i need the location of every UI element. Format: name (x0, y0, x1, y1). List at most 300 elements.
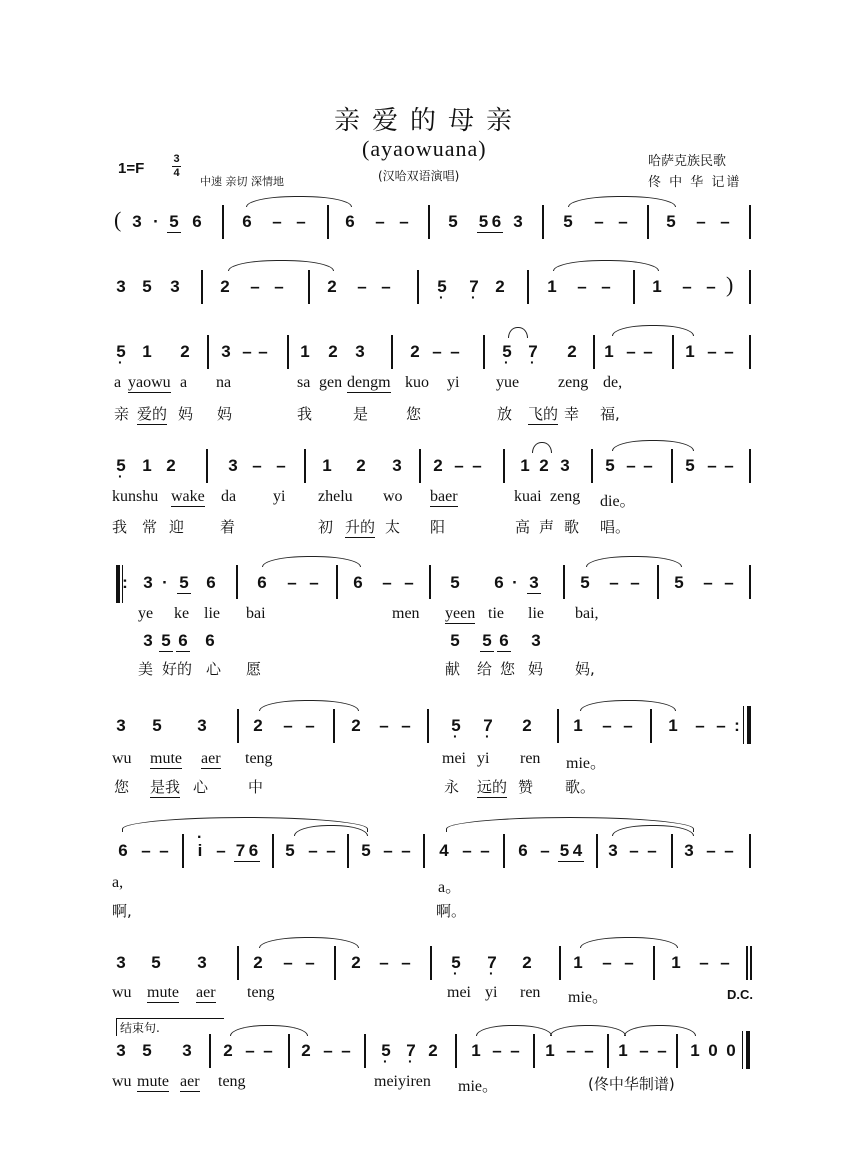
barline (557, 709, 559, 743)
low-note: 7 · (485, 953, 499, 973)
barline (647, 205, 649, 239)
dash: – (276, 456, 286, 475)
note: 5 (559, 841, 570, 860)
note: 5 (450, 573, 460, 592)
barline (749, 335, 751, 369)
barline (671, 834, 673, 868)
lyric-chinese: 歌。 (565, 778, 596, 796)
lyric-pinyin: mute (150, 750, 182, 767)
lyric-pinyin: wo (383, 488, 403, 505)
dash: – (379, 716, 389, 735)
tie (553, 260, 659, 271)
barline (533, 1034, 535, 1068)
barline (182, 834, 184, 868)
lyric-chinese: 妈 (528, 660, 544, 678)
lyric-pinyin: de, (603, 374, 623, 391)
dash: – (258, 342, 268, 361)
dash: – (341, 1041, 351, 1060)
dash: – (707, 456, 717, 475)
note: 2 (180, 342, 190, 361)
lyric-pinyin: wu (112, 1073, 132, 1090)
dash: – (323, 1041, 333, 1060)
dash: – (454, 456, 464, 475)
barline (591, 449, 593, 483)
lyric-pinyin: yi (273, 488, 286, 505)
barline (429, 565, 431, 599)
note: 2 (522, 716, 532, 735)
note: 6 (192, 212, 202, 231)
lyric-pinyin: ye (138, 605, 154, 622)
note: 6 (248, 841, 259, 860)
note: 5 (448, 212, 458, 231)
note: 6 (118, 841, 128, 860)
barline (596, 834, 598, 868)
lyric-pinyin: die。 (600, 493, 636, 510)
note: 2 (522, 953, 532, 972)
lyric-chinese: 着 (220, 518, 236, 536)
note: 6 (491, 212, 502, 231)
dash: – (399, 212, 409, 231)
barline (333, 709, 335, 743)
note: 1 (547, 277, 557, 296)
barline (207, 335, 209, 369)
lyric-pinyin: ke (174, 605, 190, 622)
note: 1 (322, 456, 332, 475)
barline (308, 270, 310, 304)
lyric-chinese: 愿 (246, 660, 262, 678)
lyric-pinyin: tie (488, 605, 504, 622)
note: 2 (166, 456, 176, 475)
note: 5 (563, 212, 573, 231)
note: 2 (328, 342, 338, 361)
alt-note: 6 (205, 631, 215, 650)
lyric-chinese: 唱。 (600, 518, 631, 536)
dash: – (245, 1041, 255, 1060)
note: 1 (520, 456, 530, 475)
lyric-pinyin: aer (180, 1073, 200, 1090)
dash: – (309, 573, 319, 592)
barline (430, 946, 432, 980)
barline (391, 335, 393, 369)
dash: – (630, 573, 640, 592)
low-note: 7 · (467, 277, 481, 297)
dash: – (720, 212, 730, 231)
low-note: 5 · (379, 1041, 393, 1061)
tie (580, 700, 676, 711)
dash: – (716, 716, 726, 735)
low-note: 5 · (449, 716, 463, 736)
dash: – (639, 1041, 649, 1060)
dash: – (720, 953, 730, 972)
lyric-pinyin: na (216, 374, 232, 391)
tie (228, 260, 334, 271)
lyric-pinyin: baer (430, 488, 458, 505)
note: 5 (674, 573, 684, 592)
low-note: 5 · (114, 342, 128, 362)
lyric-pinyin: lie (204, 605, 220, 622)
lyric-pinyin: gen (319, 374, 343, 391)
barline (336, 565, 338, 599)
note: 3 (116, 953, 126, 972)
lyric-pinyin: mei (447, 984, 471, 1001)
barline (347, 834, 349, 868)
lyric-pinyin: teng (247, 984, 275, 1001)
song-subtitle: (ayaowuana) (362, 136, 487, 161)
low-note: 5 · (449, 953, 463, 973)
barline (653, 946, 655, 980)
note: 1 (545, 1041, 555, 1060)
dash: – (724, 573, 734, 592)
note: 2 (428, 1041, 438, 1060)
dash: – (250, 277, 260, 296)
lyric-pinyin: meiyiren (374, 1073, 431, 1090)
note: 5 (361, 841, 371, 860)
note: 2 (539, 456, 549, 475)
note: 1 (142, 456, 152, 475)
lyric-pinyin: men (392, 605, 420, 622)
lyric-chinese: 飞的 (528, 405, 559, 423)
rest: 0 (726, 1041, 736, 1060)
lyric-chinese: 歌 (564, 518, 580, 536)
dash: – (462, 841, 472, 860)
note: 7 (235, 841, 246, 860)
lyric-pinyin: a (180, 374, 188, 391)
lyric-pinyin: yi (477, 750, 490, 767)
lyric-chinese: 妈 (178, 405, 194, 423)
note: 5 (152, 716, 162, 735)
note: 6 (518, 841, 528, 860)
lyric-pinyin: da (221, 488, 237, 505)
alt-note: 3 (143, 631, 153, 650)
low-note: 7 · (404, 1041, 418, 1061)
lyric-chinese: 初 (318, 518, 334, 536)
low-note: 7 · (526, 342, 540, 362)
lyric-pinyin: mute (147, 984, 179, 1001)
lyric-pinyin: ren (520, 984, 541, 1001)
lyric-chinese: 远的 (477, 778, 508, 796)
lyric-chinese: 您 (500, 660, 516, 678)
barline (672, 335, 674, 369)
barline (222, 205, 224, 239)
barline (503, 449, 505, 483)
lyric-pinyin: a (114, 374, 122, 391)
lyric-chinese: 亲 (114, 405, 130, 423)
dash: – (510, 1041, 520, 1060)
dot: · (512, 573, 518, 592)
barline (542, 205, 544, 239)
tie (230, 1025, 308, 1036)
note: 3 (197, 716, 207, 735)
lyric-chinese: 是 (353, 405, 369, 423)
barline (236, 565, 238, 599)
note: 3 (170, 277, 180, 296)
double-barline (750, 946, 752, 980)
barline (364, 1034, 366, 1068)
note: 5 (605, 456, 615, 475)
origin-credit: 哈萨克族民歌 (648, 154, 727, 169)
note: 2 (301, 1041, 311, 1060)
note: 2 (433, 456, 443, 475)
dash: – (401, 953, 411, 972)
dash: – (141, 841, 151, 860)
dash: – (724, 841, 734, 860)
lyric-pinyin: yeen (445, 605, 476, 622)
lyric-chinese: 妈, (575, 660, 595, 678)
alt-note: 5 (450, 631, 460, 650)
barline (749, 834, 751, 868)
alt-note: 5 (159, 631, 173, 652)
dash: – (401, 716, 411, 735)
dash: – (624, 953, 634, 972)
note: 1 (652, 277, 662, 296)
note: 5 (142, 277, 152, 296)
dash: – (272, 212, 282, 231)
dash: – (287, 573, 297, 592)
dash: – (252, 456, 262, 475)
lyric-pinyin: wu (112, 750, 132, 767)
lyric-pinyin: a, (112, 874, 124, 891)
note: 2 (351, 953, 361, 972)
barline (607, 1034, 609, 1068)
dash: – (696, 212, 706, 231)
alt-note: 5 (480, 631, 494, 652)
dash: – (296, 212, 306, 231)
tie (259, 700, 359, 711)
barline (650, 709, 652, 743)
note: 1 (573, 716, 583, 735)
lyric-pinyin: kuo (405, 374, 429, 391)
dash: – (381, 277, 391, 296)
dash: – (577, 277, 587, 296)
note: 2 (223, 1041, 233, 1060)
lyric-chinese: 您 (114, 778, 130, 796)
lyric-pinyin: yaowu (128, 374, 171, 391)
barline (593, 335, 595, 369)
dash: – (375, 212, 385, 231)
note: 3 (392, 456, 402, 475)
lyric-chinese: 赞 (518, 778, 534, 796)
lyric-chinese: 美 (138, 660, 154, 678)
alt-note: 3 (531, 631, 541, 650)
dash: – (450, 342, 460, 361)
dash: – (643, 342, 653, 361)
dash: – (382, 573, 392, 592)
dash: – (540, 841, 550, 860)
barline (209, 1034, 211, 1068)
note: 6 (353, 573, 363, 592)
note: 2 (351, 716, 361, 735)
barline (676, 1034, 678, 1068)
lyric-pinyin: zhelu (318, 488, 353, 505)
alt-note: 6 (497, 631, 511, 652)
dash: – (609, 573, 619, 592)
lyric-chinese: 升的 (345, 518, 376, 536)
tie (612, 325, 694, 336)
dash: – (305, 716, 315, 735)
song-title: 亲爱的母亲 (334, 106, 525, 136)
note: 2 (253, 716, 263, 735)
lyric-chinese: 常 (142, 518, 158, 536)
low-note: 5 · (114, 456, 128, 476)
lyric-pinyin: bai (246, 605, 266, 622)
note: 4 (439, 841, 449, 860)
note: 6 (345, 212, 355, 231)
barline (423, 834, 425, 868)
barline (749, 565, 751, 599)
barline (527, 270, 529, 304)
lyric-pinyin: dengm (347, 374, 391, 391)
lyric-pinyin: zeng (558, 374, 589, 391)
lyric-chinese: 心 (193, 778, 209, 796)
dash: – (643, 456, 653, 475)
dash: – (305, 953, 315, 972)
time-signature: 3 4 (173, 153, 180, 179)
note: 5 (666, 212, 676, 231)
barline (201, 270, 203, 304)
note: 1 (668, 716, 678, 735)
lyric-chinese: 啊, (112, 902, 132, 920)
lyric-chinese: 迎 (169, 518, 185, 536)
dash: – (379, 953, 389, 972)
dash: – (626, 342, 636, 361)
note: 3 (221, 342, 231, 361)
note: 3 (513, 212, 523, 231)
lyric-pinyin: mei (442, 750, 466, 767)
dash: – (699, 953, 709, 972)
dash: – (602, 716, 612, 735)
dash: – (326, 841, 336, 860)
lyric-pinyin: sa (297, 374, 311, 391)
transcriber-credit: 佟 中 华 记谱 (648, 175, 742, 190)
dash: – (308, 841, 318, 860)
note: 2 (327, 277, 337, 296)
tie (580, 937, 678, 948)
lyric-chinese: 中 (248, 778, 264, 796)
note: 3 (197, 953, 207, 972)
note: 2 (220, 277, 230, 296)
dash: – (594, 212, 604, 231)
dot: · (162, 573, 168, 592)
note: 5 (142, 1041, 152, 1060)
lyric-pinyin: lie (528, 605, 544, 622)
lyric-chinese: 爱的 (137, 405, 168, 423)
tie (624, 1025, 696, 1036)
note: 2 (253, 953, 263, 972)
lyric-chinese: 心 (206, 660, 222, 678)
note: 3 (560, 456, 570, 475)
dash: – (623, 716, 633, 735)
dash: – (263, 1041, 273, 1060)
lyric-pinyin: wu (112, 984, 132, 1001)
note: 1 (690, 1041, 700, 1060)
note: 6 (242, 212, 252, 231)
note: 1 (671, 953, 681, 972)
barline (287, 335, 289, 369)
final-barline (742, 1031, 750, 1069)
barline (428, 205, 430, 239)
note: 1 (142, 342, 152, 361)
note: 2 (567, 342, 577, 361)
barline (327, 205, 329, 239)
lyric-chinese: 我 (297, 405, 313, 423)
note: 6 (494, 573, 504, 592)
barline (503, 834, 505, 868)
note: 3 (527, 573, 541, 594)
barline (671, 449, 673, 483)
note: 2 (410, 342, 420, 361)
lyric-pinyin: mute (137, 1073, 169, 1090)
dash: – (657, 1041, 667, 1060)
dash: – (682, 277, 692, 296)
dash: – (584, 1041, 594, 1060)
dash: – (492, 1041, 502, 1060)
lyric-chinese: 好的 (162, 660, 193, 678)
lyric-pinyin: kunshu (112, 488, 159, 505)
barline (334, 946, 336, 980)
tempo-marking: 中速 亲切 深情地 (200, 175, 284, 188)
lyric-chinese: 高 (515, 518, 531, 536)
dash: – (401, 841, 411, 860)
note: 3 (228, 456, 238, 475)
dash: – (703, 573, 713, 592)
rest: 0 (708, 1041, 718, 1060)
lyric-pinyin: mie。 (566, 755, 606, 772)
lyric-chinese: 放 (497, 405, 513, 423)
dash: – (629, 841, 639, 860)
slur (532, 442, 552, 453)
dot: · (153, 212, 159, 231)
note: 6 (206, 573, 216, 592)
lyric-pinyin: aer (196, 984, 216, 1001)
dash: – (242, 342, 252, 361)
dash: – (357, 277, 367, 296)
dash: – (706, 841, 716, 860)
dash: – (724, 456, 734, 475)
note: 3 (684, 841, 694, 860)
note: 5 (285, 841, 295, 860)
lyric-chinese: 给 (477, 660, 493, 678)
note: 1 (471, 1041, 481, 1060)
note: 1 (300, 342, 310, 361)
low-note: 5 · (500, 342, 514, 362)
tie (612, 440, 694, 451)
note: 6 (257, 573, 267, 592)
lyric-pinyin: zeng (550, 488, 581, 505)
dash: – (274, 277, 284, 296)
barline (206, 449, 208, 483)
note: 1 (618, 1041, 628, 1060)
lyric-pinyin: wake (171, 488, 205, 505)
note: 4 (572, 841, 583, 860)
lyric-chinese: 声 (539, 518, 555, 536)
dash: – (707, 342, 717, 361)
dash: – (283, 716, 293, 735)
double-barline (746, 946, 748, 980)
lyric-chinese: 福, (600, 405, 620, 423)
barline (559, 946, 561, 980)
open-paren: ( (114, 207, 122, 232)
lyric-pinyin: mie。 (458, 1078, 498, 1095)
lyric-pinyin: kuai (514, 488, 542, 505)
barline (657, 565, 659, 599)
note: 3 (143, 573, 153, 592)
tie (246, 196, 352, 207)
lyric-chinese: 啊。 (436, 902, 467, 920)
dash: – (724, 342, 734, 361)
repeat-dots: : (122, 573, 128, 592)
barline (304, 449, 306, 483)
repeat-end-bar (743, 706, 751, 744)
